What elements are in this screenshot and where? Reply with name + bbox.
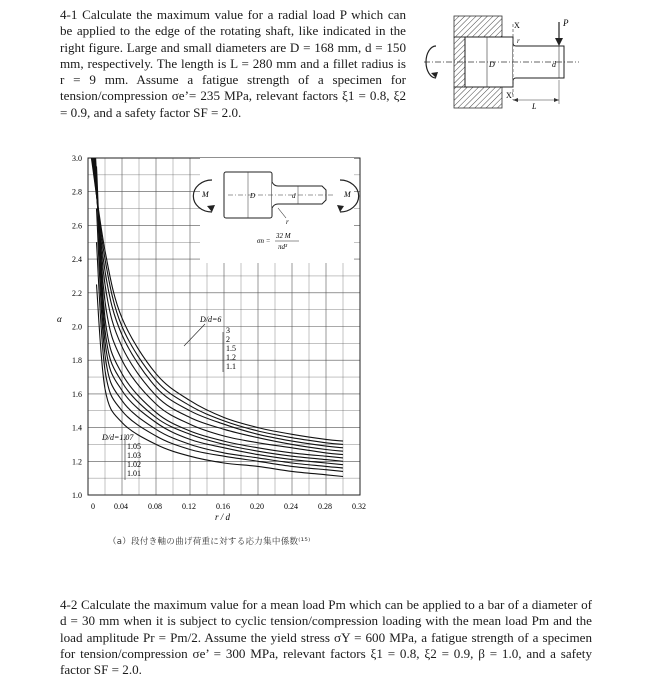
inset-r: r	[286, 218, 289, 226]
y-tick-label: 1.0	[72, 491, 82, 500]
label-D: D	[489, 60, 495, 69]
x-tick-label: 0.24	[284, 502, 298, 511]
legend-lower	[101, 433, 141, 480]
problem-number: 4-2	[60, 597, 78, 612]
x-tick-label: 0.32	[352, 502, 366, 511]
y-tick-label: 1.4	[72, 423, 82, 433]
x-tick-label: 0.04	[114, 502, 128, 511]
inset-formula-den: πd³	[278, 243, 288, 251]
label-d: d	[552, 60, 556, 69]
label-X-prime: X'	[506, 91, 514, 100]
stress-concentration-chart	[52, 150, 372, 528]
x-tick-label: 0.20	[250, 502, 264, 511]
inset-D: D	[250, 192, 256, 200]
y-tick-label: 2.0	[72, 322, 82, 332]
label-X: X	[514, 21, 520, 30]
x-tick-label: 0.16	[216, 502, 230, 511]
y-tick-label: 3.0	[72, 154, 82, 163]
y-tick-label: 2.2	[72, 288, 82, 298]
inset-M-right: M	[344, 190, 351, 199]
legend-label: 1.01	[127, 469, 141, 478]
label-P: P	[563, 18, 569, 28]
y-tick-label: 2.8	[72, 187, 82, 197]
problem-number: 4-1	[60, 7, 78, 22]
label-r: r	[517, 37, 520, 45]
inset-formula-lhs: σn =	[257, 237, 271, 245]
problem-text: Calculate the maximum value for a radial load P which can be applied to the edge of the rotating shaft, like indicated in the right figure. Large and small diameters are D = 168 mm, d = 150 mm, respectively. The length is L = 280 mm and a fillet radius is r = 9 mm. Assume a fatigue strength of a specimen for tension/compression σe’= 235 MPa, relevant factors ξ1 = 0.8, ξ2 = 0.9, and a safety factor SF = 2.0.	[60, 7, 406, 120]
x-axis-label: r / d	[215, 512, 231, 522]
x-tick-label: 0	[91, 502, 95, 511]
problem-4-1	[60, 7, 406, 121]
legend-label: 2	[226, 335, 230, 344]
x-tick-label: 0.28	[318, 502, 332, 511]
legend-label: 1.5	[226, 344, 236, 353]
y-tick-label: 1.6	[72, 389, 82, 399]
legend-label: 1.02	[127, 460, 141, 469]
y-tick-label: 1.8	[72, 356, 82, 366]
legend-label: D/d=6	[200, 315, 222, 324]
legend-label: 1.1	[226, 362, 236, 371]
y-tick-label: 2.4	[72, 255, 82, 265]
legend-label: 1.2	[226, 353, 236, 362]
legend-label: 3	[226, 326, 230, 335]
y-axis-label: α	[57, 314, 62, 324]
x-tick-label: 0.12	[182, 502, 196, 511]
x-tick-label: 0.08	[148, 502, 162, 511]
legend-label: 1.05	[127, 442, 141, 451]
problem-text: Calculate the maximum value for a mean load Pm which can be applied to a bar of a diameter of d = 30 mm when it is subject to cyclic tension/compression loading with the mean load Pm and the load amplitude Pr = Pm/2. Assume the yield stress σY = 600 MPa, a fatigue strength of a specimen for tension/compression σe’ = 300 MPa, relevant factors ξ1 = 0.8, ξ2 = 0.9, β = 1.0, and a safety factor SF = 2.0.	[60, 597, 592, 678]
shaft-figure	[414, 10, 589, 116]
problem-4-2	[60, 597, 592, 678]
inset-formula-num: 32 M	[276, 232, 291, 240]
legend-label: 1.03	[127, 451, 141, 460]
inset-M-left: M	[202, 190, 209, 199]
label-L: L	[532, 102, 537, 111]
chart-inset	[193, 158, 358, 263]
figure-caption: （a）段付き軸の曲げ荷重に対する応力集中係数⁽¹⁵⁾	[108, 537, 311, 547]
inset-d: d	[292, 192, 296, 200]
y-tick-label: 1.2	[72, 457, 82, 467]
legend-label: D/d=1.07	[102, 433, 134, 442]
y-tick-label: 2.6	[72, 221, 82, 231]
